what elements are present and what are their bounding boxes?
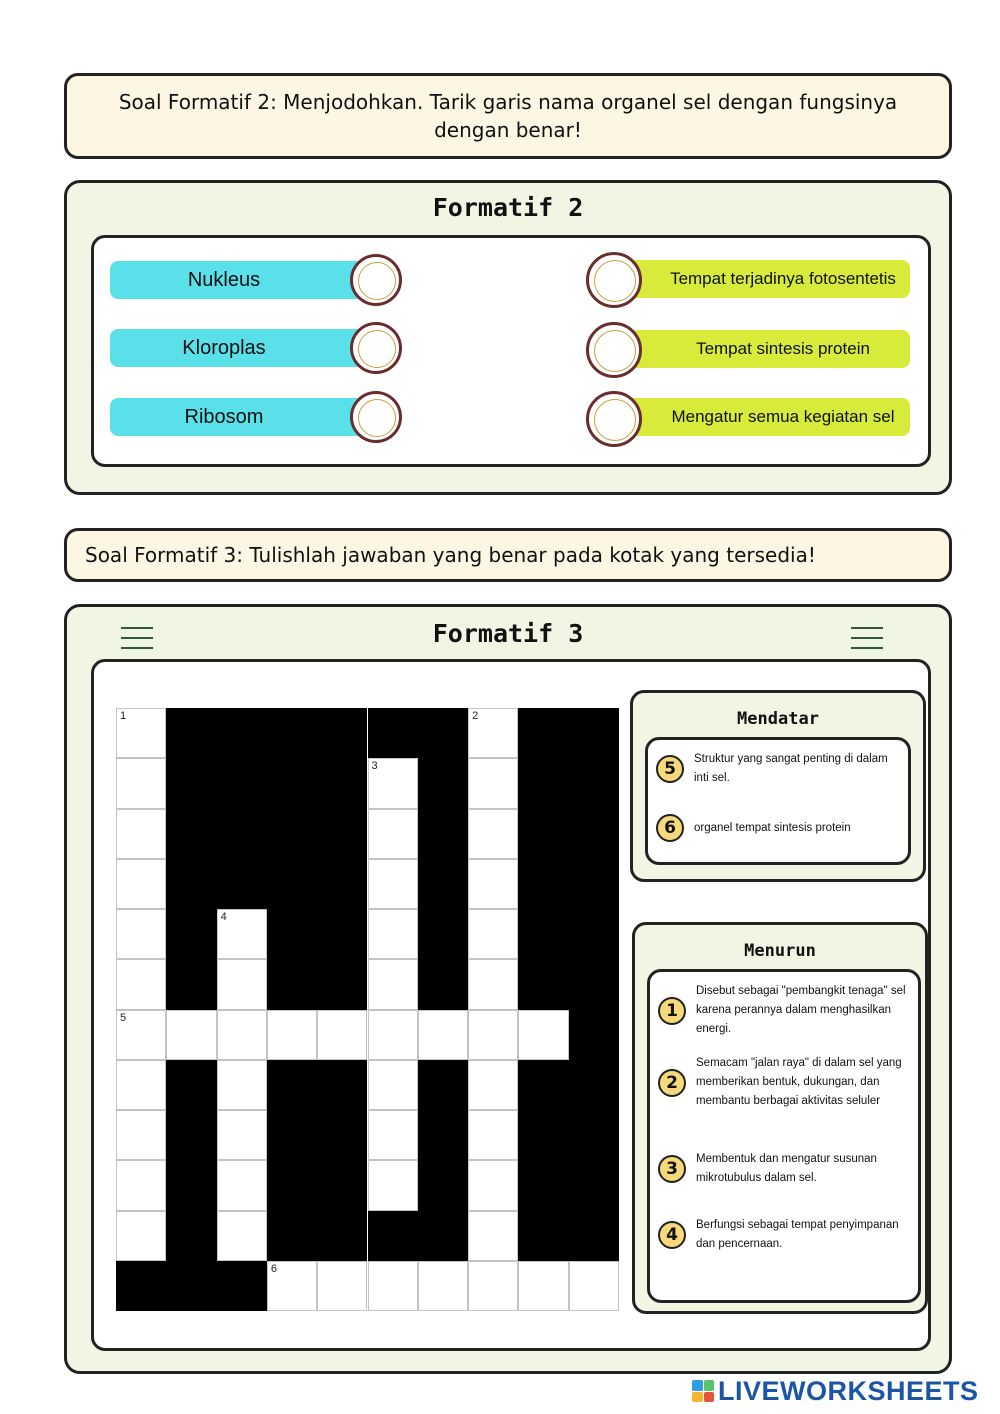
crossword-cell-blocked xyxy=(569,1060,619,1110)
crossword-cell-blocked xyxy=(166,1110,216,1160)
crossword-cell-input[interactable] xyxy=(317,1261,367,1311)
crossword-cell-blocked xyxy=(317,1060,367,1110)
menurun-clue-list xyxy=(647,969,921,1303)
menu-icon xyxy=(851,625,883,651)
brand-icon xyxy=(692,1380,714,1402)
clue-number-badge: 4 xyxy=(658,1221,686,1249)
match-right-item-sintesis-protein[interactable] xyxy=(616,330,910,368)
crossword-cell-blocked xyxy=(569,708,619,758)
match-left-label: Kloroplas xyxy=(182,336,266,359)
crossword-cell-blocked xyxy=(518,1211,568,1261)
crossword-cell-input[interactable] xyxy=(116,1110,166,1160)
crossword-cell-input[interactable] xyxy=(217,959,267,1009)
crossword-cell-blocked xyxy=(317,1110,367,1160)
match-left-label: Nukleus xyxy=(187,268,261,291)
formatif3-instruction xyxy=(64,528,952,582)
crossword-cell-blocked xyxy=(166,959,216,1009)
crossword-cell-input[interactable] xyxy=(418,1261,468,1311)
crossword-cell-input[interactable] xyxy=(468,959,518,1009)
crossword-cell-blocked xyxy=(569,909,619,959)
crossword-cell-input[interactable] xyxy=(468,708,518,758)
crossword-cell-blocked xyxy=(267,859,317,909)
crossword-cell-input[interactable] xyxy=(116,1010,166,1060)
clue-text: Membentuk dan mengatur susunan mikrotubulus dalam sel. xyxy=(696,1153,877,1184)
crossword-cell-blocked xyxy=(166,859,216,909)
crossword-cell-blocked xyxy=(267,1211,317,1261)
clue-number-badge: 2 xyxy=(658,1069,686,1097)
crossword-cell-blocked xyxy=(267,909,317,959)
clue-down-4 xyxy=(658,1216,912,1254)
crossword-cell-input[interactable] xyxy=(468,809,518,859)
brand-name: LIVEWORKSHEETS xyxy=(718,1375,979,1406)
crossword-cell-blocked xyxy=(418,1110,468,1160)
mendatar-clues xyxy=(630,690,926,882)
clue-text: Disebut sebagai "pembangkit tenaga" sel karena perannya dalam menghasilkan energi. xyxy=(696,985,906,1035)
crossword-cell-input[interactable] xyxy=(468,909,518,959)
clue-down-1 xyxy=(658,982,912,1039)
crossword-cell-input[interactable] xyxy=(368,1010,418,1060)
clue-number-badge: 1 xyxy=(658,997,686,1025)
crossword-cell-input[interactable] xyxy=(418,1010,468,1060)
crossword-cell-input[interactable] xyxy=(116,1160,166,1210)
crossword-cell-input[interactable] xyxy=(368,1060,418,1110)
crossword-cell-input[interactable] xyxy=(116,909,166,959)
crossword-cell-input[interactable] xyxy=(217,909,267,959)
crossword-cell-blocked xyxy=(518,859,568,909)
crossword-cell-blocked xyxy=(518,1060,568,1110)
crossword-cell-blocked xyxy=(267,1060,317,1110)
match-right-item-mengatur-sel[interactable] xyxy=(616,398,910,436)
crossword-cell-input[interactable] xyxy=(368,1110,418,1160)
crossword-cell-input[interactable] xyxy=(518,1261,568,1311)
formatif2-instruction xyxy=(64,73,952,159)
crossword-cell-input[interactable] xyxy=(217,1010,267,1060)
crossword-cell-blocked xyxy=(317,1160,367,1210)
crossword-cell-blocked xyxy=(418,1160,468,1210)
crossword-cell-blocked xyxy=(368,708,418,758)
clue-across-5 xyxy=(656,750,902,788)
crossword-cell-blocked xyxy=(569,1160,619,1210)
crossword-cell-blocked xyxy=(166,1211,216,1261)
crossword-cell-blocked xyxy=(166,1160,216,1210)
crossword-cell-input[interactable] xyxy=(116,809,166,859)
crossword-cell-input[interactable] xyxy=(217,1160,267,1210)
crossword-cell-input[interactable] xyxy=(368,1261,418,1311)
match-left-label: Ribosom xyxy=(184,405,264,428)
crossword-cell-blocked xyxy=(418,909,468,959)
crossword-cell-input[interactable] xyxy=(368,1160,418,1210)
clue-across-6 xyxy=(656,814,902,842)
match-right-label: Mengatur semua kegiatan sel xyxy=(671,407,895,426)
crossword-cell-input[interactable] xyxy=(368,758,418,808)
crossword-clue-number: 6 xyxy=(270,1262,278,1275)
match-left-connector[interactable] xyxy=(350,391,402,443)
clue-number-badge: 3 xyxy=(658,1155,686,1183)
crossword-cell-blocked xyxy=(569,1110,619,1160)
crossword-cell-blocked xyxy=(418,758,468,808)
crossword-cell-blocked xyxy=(518,1160,568,1210)
crossword-cell-input[interactable] xyxy=(368,959,418,1009)
crossword-cell-blocked xyxy=(518,909,568,959)
crossword-cell-input[interactable] xyxy=(317,1010,367,1060)
crossword-cell-input[interactable] xyxy=(468,1211,518,1261)
crossword-clue-number: 5 xyxy=(120,1011,127,1024)
clue-number-badge: 5 xyxy=(656,755,684,783)
formatif2-instruction-text: Soal Formatif 2: Menjodohkan. Tarik garis nama organel sel dengan fungsinya dengan benar! xyxy=(118,90,898,142)
menurun-title: Menurun xyxy=(744,941,816,961)
crossword-cell-blocked xyxy=(116,1261,166,1311)
crossword-cell-input[interactable] xyxy=(166,1010,216,1060)
match-left-item-ribosom[interactable] xyxy=(110,398,368,436)
mendatar-clue-list xyxy=(645,737,911,865)
matching-area xyxy=(91,235,931,467)
crossword-cell-blocked xyxy=(569,859,619,909)
crossword-cell-blocked xyxy=(317,708,367,758)
crossword-cell-input[interactable] xyxy=(569,1261,619,1311)
crossword-cell-input[interactable] xyxy=(116,1211,166,1261)
crossword-cell-blocked xyxy=(166,1261,216,1311)
crossword-cell-blocked xyxy=(267,1110,317,1160)
crossword-cell-blocked xyxy=(317,809,367,859)
crossword-cell-input[interactable] xyxy=(116,859,166,909)
crossword-cell-input[interactable] xyxy=(368,909,418,959)
crossword-cell-input[interactable] xyxy=(468,758,518,808)
crossword-grid xyxy=(116,708,619,1311)
match-left-item-kloroplas[interactable] xyxy=(110,329,368,367)
crossword-cell-blocked xyxy=(267,1160,317,1210)
crossword-cell-blocked xyxy=(166,758,216,808)
formatif3-title: Formatif 3 xyxy=(432,619,584,648)
clue-text: organel tempat sintesis protein xyxy=(694,821,851,834)
mendatar-title: Mendatar xyxy=(737,709,819,729)
crossword-cell-blocked xyxy=(518,1110,568,1160)
crossword-cell-input[interactable] xyxy=(468,1060,518,1110)
crossword-cell-blocked xyxy=(217,1261,267,1311)
formatif2-panel xyxy=(64,180,952,495)
crossword-cell-input[interactable] xyxy=(468,1010,518,1060)
clue-down-3 xyxy=(658,1150,912,1188)
crossword-clue-number: 2 xyxy=(472,710,479,722)
crossword-cell-blocked xyxy=(418,1060,468,1110)
clue-text: Struktur yang sangat penting di dalam inti sel. xyxy=(694,753,888,784)
crossword-cell-input[interactable] xyxy=(217,1060,267,1110)
crossword-cell-input[interactable] xyxy=(217,1110,267,1160)
menurun-clues xyxy=(632,922,928,1314)
crossword-cell-blocked xyxy=(418,1211,468,1261)
crossword-cell-input[interactable] xyxy=(116,708,166,758)
crossword-area xyxy=(91,659,931,1351)
crossword-cell-blocked xyxy=(418,708,468,758)
crossword-cell-blocked xyxy=(518,809,568,859)
match-right-connector[interactable] xyxy=(586,322,642,378)
crossword-cell-blocked xyxy=(569,758,619,808)
crossword-cell-input[interactable] xyxy=(468,1110,518,1160)
clue-text: Berfungsi sebagai tempat penyimpanan dan pencernaan. xyxy=(696,1219,899,1250)
formatif3-panel xyxy=(64,604,952,1374)
crossword-cell-input[interactable] xyxy=(267,1261,317,1311)
crossword-cell-blocked xyxy=(267,708,317,758)
crossword-cell-blocked xyxy=(166,708,216,758)
crossword-cell-input[interactable] xyxy=(368,809,418,859)
crossword-cell-blocked xyxy=(166,1060,216,1110)
match-right-connector[interactable] xyxy=(586,391,642,447)
crossword-cell-blocked xyxy=(569,1010,619,1060)
crossword-cell-blocked xyxy=(569,1211,619,1261)
match-left-connector[interactable] xyxy=(350,254,402,306)
crossword-cell-blocked xyxy=(217,859,267,909)
match-right-item-fotosintesis[interactable] xyxy=(616,260,910,298)
crossword-cell-input[interactable] xyxy=(116,758,166,808)
crossword-cell-blocked xyxy=(317,758,367,808)
match-left-item-nukleus[interactable] xyxy=(110,261,368,299)
crossword-cell-blocked xyxy=(418,859,468,909)
crossword-cell-blocked xyxy=(267,758,317,808)
crossword-cell-blocked xyxy=(368,1211,418,1261)
crossword-cell-blocked xyxy=(569,809,619,859)
clue-number-badge: 6 xyxy=(656,814,684,842)
crossword-cell-blocked xyxy=(217,708,267,758)
formatif3-instruction-text: Soal Formatif 3: Tulishlah jawaban yang benar pada kotak yang tersedia! xyxy=(85,543,816,567)
crossword-cell-blocked xyxy=(418,809,468,859)
formatif2-title: Formatif 2 xyxy=(432,193,584,222)
crossword-cell-blocked xyxy=(217,758,267,808)
crossword-cell-input[interactable] xyxy=(116,959,166,1009)
crossword-cell-input[interactable] xyxy=(518,1010,568,1060)
crossword-cell-blocked xyxy=(166,909,216,959)
clue-text: Semacam "jalan raya" di dalam sel yang memberikan bentuk, dukungan, dan membantu berbagai aktivitas seluler xyxy=(696,1057,902,1107)
match-right-label: Tempat terjadinya fotosentetis xyxy=(670,269,896,288)
crossword-cell-input[interactable] xyxy=(468,1160,518,1210)
crossword-cell-blocked xyxy=(569,959,619,1009)
crossword-cell-input[interactable] xyxy=(368,859,418,909)
crossword-cell-blocked xyxy=(317,1211,367,1261)
crossword-cell-input[interactable] xyxy=(468,1261,518,1311)
crossword-cell-blocked xyxy=(166,809,216,859)
crossword-cell-blocked xyxy=(267,959,317,1009)
match-left-connector[interactable] xyxy=(350,322,402,374)
crossword-cell-blocked xyxy=(217,809,267,859)
crossword-cell-blocked xyxy=(317,959,367,1009)
crossword-cell-input[interactable] xyxy=(267,1010,317,1060)
crossword-cell-input[interactable] xyxy=(116,1060,166,1110)
crossword-clue-number: 4 xyxy=(220,911,227,923)
liveworksheets-logo xyxy=(692,1374,979,1408)
match-right-label: Tempat sintesis protein xyxy=(696,339,870,358)
match-right-connector[interactable] xyxy=(586,252,642,308)
crossword-cell-blocked xyxy=(518,959,568,1009)
crossword-cell-blocked xyxy=(267,809,317,859)
crossword-cell-blocked xyxy=(518,758,568,808)
crossword-cell-input[interactable] xyxy=(468,859,518,909)
clue-down-2 xyxy=(658,1054,912,1111)
crossword-clue-number: 1 xyxy=(120,710,127,722)
crossword-cell-blocked xyxy=(418,959,468,1009)
crossword-clue-number: 3 xyxy=(371,760,378,773)
crossword-cell-blocked xyxy=(317,909,367,959)
crossword-cell-blocked xyxy=(317,859,367,909)
crossword-cell-input[interactable] xyxy=(217,1211,267,1261)
crossword-cell-blocked xyxy=(518,708,568,758)
